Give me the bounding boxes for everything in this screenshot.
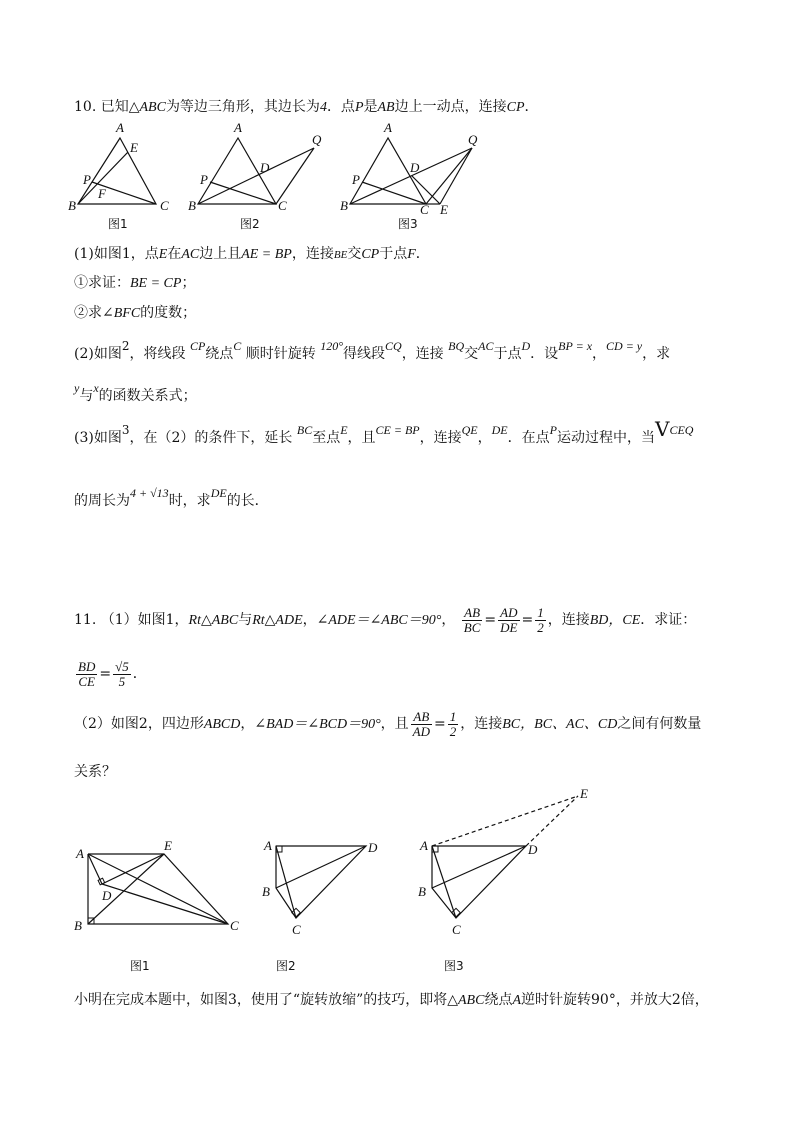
q11-f3-label-e: E: [580, 786, 588, 801]
q11-f3-label-a: A: [420, 838, 428, 853]
q10-f3-label-e: E: [440, 202, 448, 217]
q11-hint: 小明在完成本题中，如图3，使用了“旋转放缩”的技巧，即将△ABC绕点A逆时针旋转90°，并放大2倍，: [74, 992, 709, 1008]
q11-frac-half: $\frac{1}{2}$: [537, 604, 544, 635]
q10-f3-label-q: Q: [468, 132, 478, 147]
q10-f3-label-a: A: [384, 120, 392, 135]
q11-f1-label-d: D: [102, 888, 112, 903]
q10-f1-caption: 图1: [108, 217, 128, 231]
q10-part1-i: ①求证：BE = CP；: [74, 275, 196, 291]
q10-f3-label-c: C: [420, 202, 429, 217]
q11-f2-label-c: C: [292, 922, 301, 937]
q11-figures: [60, 782, 620, 982]
q11-f2-caption: 图2: [276, 959, 296, 973]
q11-frac-bd-ce: $\frac{BD}{CE}$: [78, 658, 96, 689]
q11-part2-cont: 关系？: [74, 764, 116, 780]
q11-f2-label-b: B: [262, 884, 270, 899]
q10-f2-label-p: P: [200, 172, 208, 187]
q10-part2-cont: y与x的函数关系式；: [74, 381, 197, 404]
q11-f1-label-e: E: [164, 838, 172, 853]
q11-f3-label-b: B: [418, 884, 426, 899]
q10-f2-label-a: A: [234, 120, 242, 135]
q10-f3-label-p: P: [352, 172, 360, 187]
q10-figure-1: [68, 120, 169, 231]
q11-f1-caption: 图1: [130, 959, 150, 973]
q11-frac-ab-ad: $\frac{AB}{AD}$: [412, 708, 431, 739]
q11-figure-1: [74, 838, 239, 973]
q10-f2-caption: 图2: [240, 217, 260, 231]
q10-f2-label-d: D: [260, 160, 270, 175]
q11-part1: 11. （1）如图1，Rt△ABC与Rt△ADE，∠ADE＝∠ABC＝90°， $\frac{AB}{BC}$ = $\frac{AD}{DE}$ = $\frac{1}{2}$ ，连接BD，CE．求证：: [74, 604, 697, 635]
q11-part2: （2）如图2，四边形ABCD，∠BAD＝∠BCD＝90°，且 $\frac{AB}{AD}$ = $\frac{1}{2}$ ，连接BC，BC、AC、CD之间有何数量: [74, 708, 702, 739]
q11-result: $\frac{BD}{CE}$ = $\frac{√5}{5}$ ．: [78, 658, 147, 689]
q11-figure-3: [418, 786, 588, 973]
q11-number: 11.: [74, 612, 97, 628]
q10-f2-label-b: B: [188, 198, 196, 213]
q10-f3-label-d: D: [410, 160, 420, 175]
q10-figures: [60, 118, 480, 236]
q10-f1-label-c: C: [160, 198, 169, 213]
q10-part1: (1)如图1，点E在AC边上且AE = BP，连接BE交CP于点F．: [74, 246, 430, 262]
q11-f3-label-d: D: [528, 842, 538, 857]
q11-f1-label-a: A: [76, 846, 84, 861]
q10-part3: (3)如图3，在（2）的条件下，延长 BC至点E，且CE = BP，连接QE，DE．在点P运动过程中，当VCEQ: [74, 417, 694, 446]
q11-f2-label-a: A: [264, 838, 272, 853]
q10-f1-label-e: E: [130, 140, 138, 155]
q10-figure-2: [188, 120, 322, 231]
q10-number: 10.: [74, 99, 97, 115]
q10-part3-cont: 的周长为4 + √13时，求DE的长．: [74, 486, 269, 509]
q11-f3-label-c: C: [452, 922, 461, 937]
q10-figure-3: [340, 120, 478, 231]
q10-f1-label-a: A: [116, 120, 124, 135]
q11-frac-ab-bc: $\frac{AB}{BC}$: [463, 604, 481, 635]
q10-f1-label-b: B: [68, 198, 76, 213]
q10-f2-label-q: Q: [312, 132, 322, 147]
q11-frac-root5: $\frac{√5}{5}$: [115, 658, 129, 689]
q10-f3-label-b: B: [340, 198, 348, 213]
q11-f1-label-c: C: [230, 918, 239, 933]
q11-figure-2: [262, 838, 378, 973]
q11-frac-ad-de: $\frac{AD}{DE}$: [500, 604, 518, 635]
q10-part2: (2)如图2，将线段 CP绕点C 顺时针旋转 120°得线段CQ，连接 BQ交AC于点D．设BP = x，CD = y，求: [74, 339, 671, 362]
q10-f3-caption: 图3: [398, 217, 418, 231]
q10-f1-label-f: F: [98, 186, 106, 201]
q11-f1-label-b: B: [74, 918, 82, 933]
q11-f3-caption: 图3: [444, 959, 464, 973]
q10-f2-label-c: C: [278, 198, 287, 213]
q10-f1-label-p: P: [83, 172, 91, 187]
q10-stem: 10. 已知△ABC为等边三角形，其边长为4．点P是AB边上一动点，连接CP．: [74, 99, 539, 115]
q11-frac-half-2: $\frac{1}{2}$: [449, 708, 457, 739]
q10-part1-ii: ②求∠BFC的度数；: [74, 305, 197, 321]
q11-f2-label-d: D: [368, 840, 378, 855]
